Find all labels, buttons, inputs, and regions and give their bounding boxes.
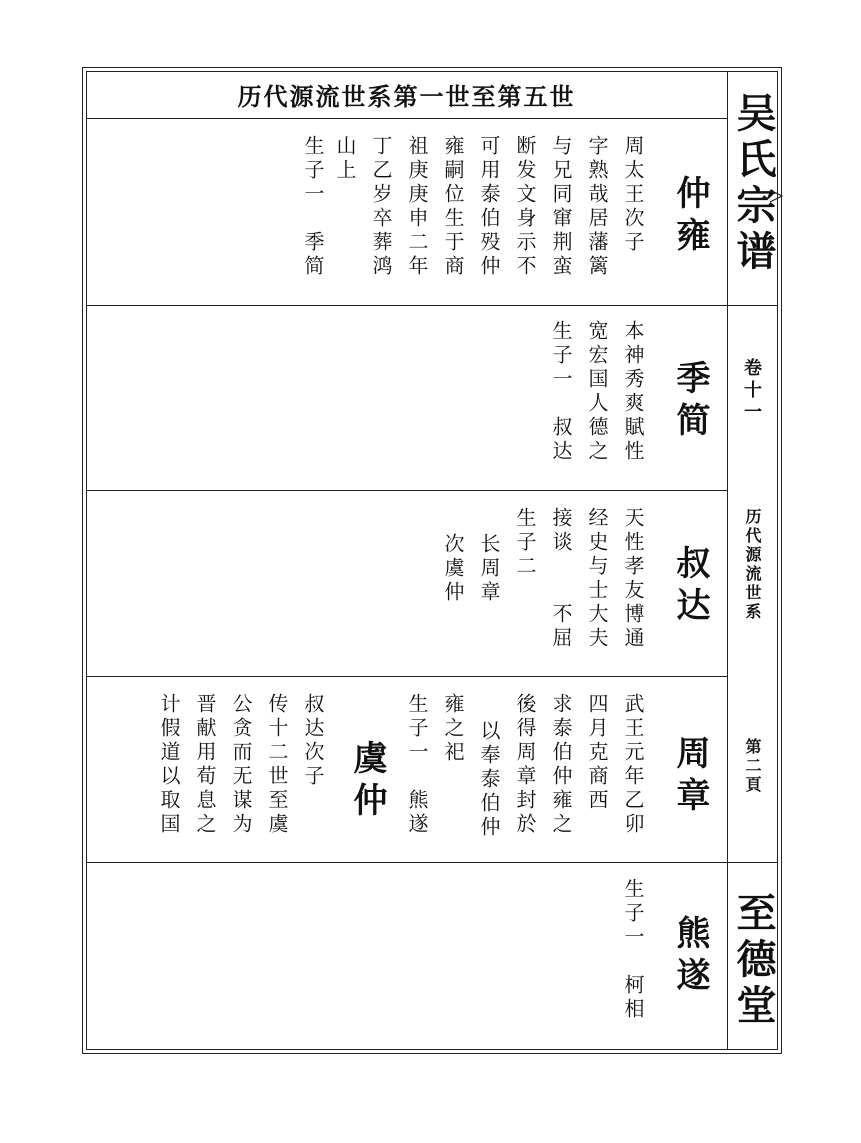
child-line: 生子一 季简	[301, 135, 325, 279]
bio-line: 求泰伯仲雍之	[549, 693, 573, 837]
child-line: 生子一 熊遂	[405, 693, 429, 837]
child-line: 生子一 叔达	[549, 320, 573, 464]
child-line: 生子二	[513, 507, 537, 579]
bio-line: 计假道以取国	[157, 693, 181, 837]
spine-divider	[727, 71, 728, 1050]
corner-arrow-icon	[768, 188, 784, 204]
bio-line: 晋献用荀息之	[193, 693, 217, 837]
row-divider	[86, 862, 778, 863]
child-line: 次虞仲	[441, 533, 465, 605]
bio-line: 山上	[333, 135, 357, 183]
page-number: 第二頁	[743, 738, 762, 795]
person-name: 叔达	[670, 545, 710, 629]
volume-label: 卷十一	[741, 358, 762, 424]
title-bar	[86, 71, 727, 119]
bio-line: 公贪而无谋为	[229, 693, 253, 837]
bio-line: 後得周章封於	[513, 693, 537, 837]
person-name: 周章	[670, 735, 710, 819]
bio-line: 以奉泰伯仲	[477, 720, 501, 840]
bio-line: 天性孝友博通	[621, 507, 645, 651]
child-line: 生子一 柯相	[621, 878, 645, 1022]
page-title: 历代源流世系第一世至第五世	[237, 82, 576, 111]
bio-line: 宽宏国人德之	[585, 320, 609, 464]
bio-line: 传十二世至虞	[265, 693, 289, 837]
bio-line: 断发文身示不	[513, 135, 537, 279]
book-title: 吴氏宗谱	[730, 92, 777, 276]
row-divider	[86, 676, 727, 677]
row-divider	[86, 305, 727, 306]
bio-line: 经史与士大夫	[585, 507, 609, 651]
child-line: 长周章	[477, 533, 501, 605]
bio-line: 与兄同窜荆蛮	[549, 135, 573, 279]
person-name: 仲雍	[670, 175, 710, 259]
bio-line: 四月克商西	[585, 693, 609, 813]
bio-line: 字熟哉居藩篱	[585, 135, 609, 279]
hall-name: 至德堂	[730, 892, 777, 1030]
bio-line: 周太王次子	[621, 135, 645, 255]
bio-line: 可用泰伯殁仲	[477, 135, 501, 279]
bio-line: 叔达次子	[301, 693, 325, 789]
bio-line: 接谈 不屈	[549, 507, 573, 651]
section-label: 历代源流世系	[743, 508, 762, 622]
person-name: 虞仲	[347, 740, 387, 824]
row-divider	[86, 490, 727, 491]
person-name: 季简	[670, 360, 710, 444]
spine-row-divider	[727, 305, 778, 306]
bio-line: 雍嗣位生于商	[441, 135, 465, 279]
bio-line: 雍之祀	[441, 693, 465, 765]
bio-line: 祖庚庚申二年	[405, 135, 429, 279]
person-name: 熊遂	[670, 915, 710, 999]
bio-line: 武王元年乙卯	[621, 693, 645, 837]
bio-line: 本神秀爽賦性	[621, 320, 645, 464]
bio-line: 丁乙岁卒葬鸿	[369, 135, 393, 279]
